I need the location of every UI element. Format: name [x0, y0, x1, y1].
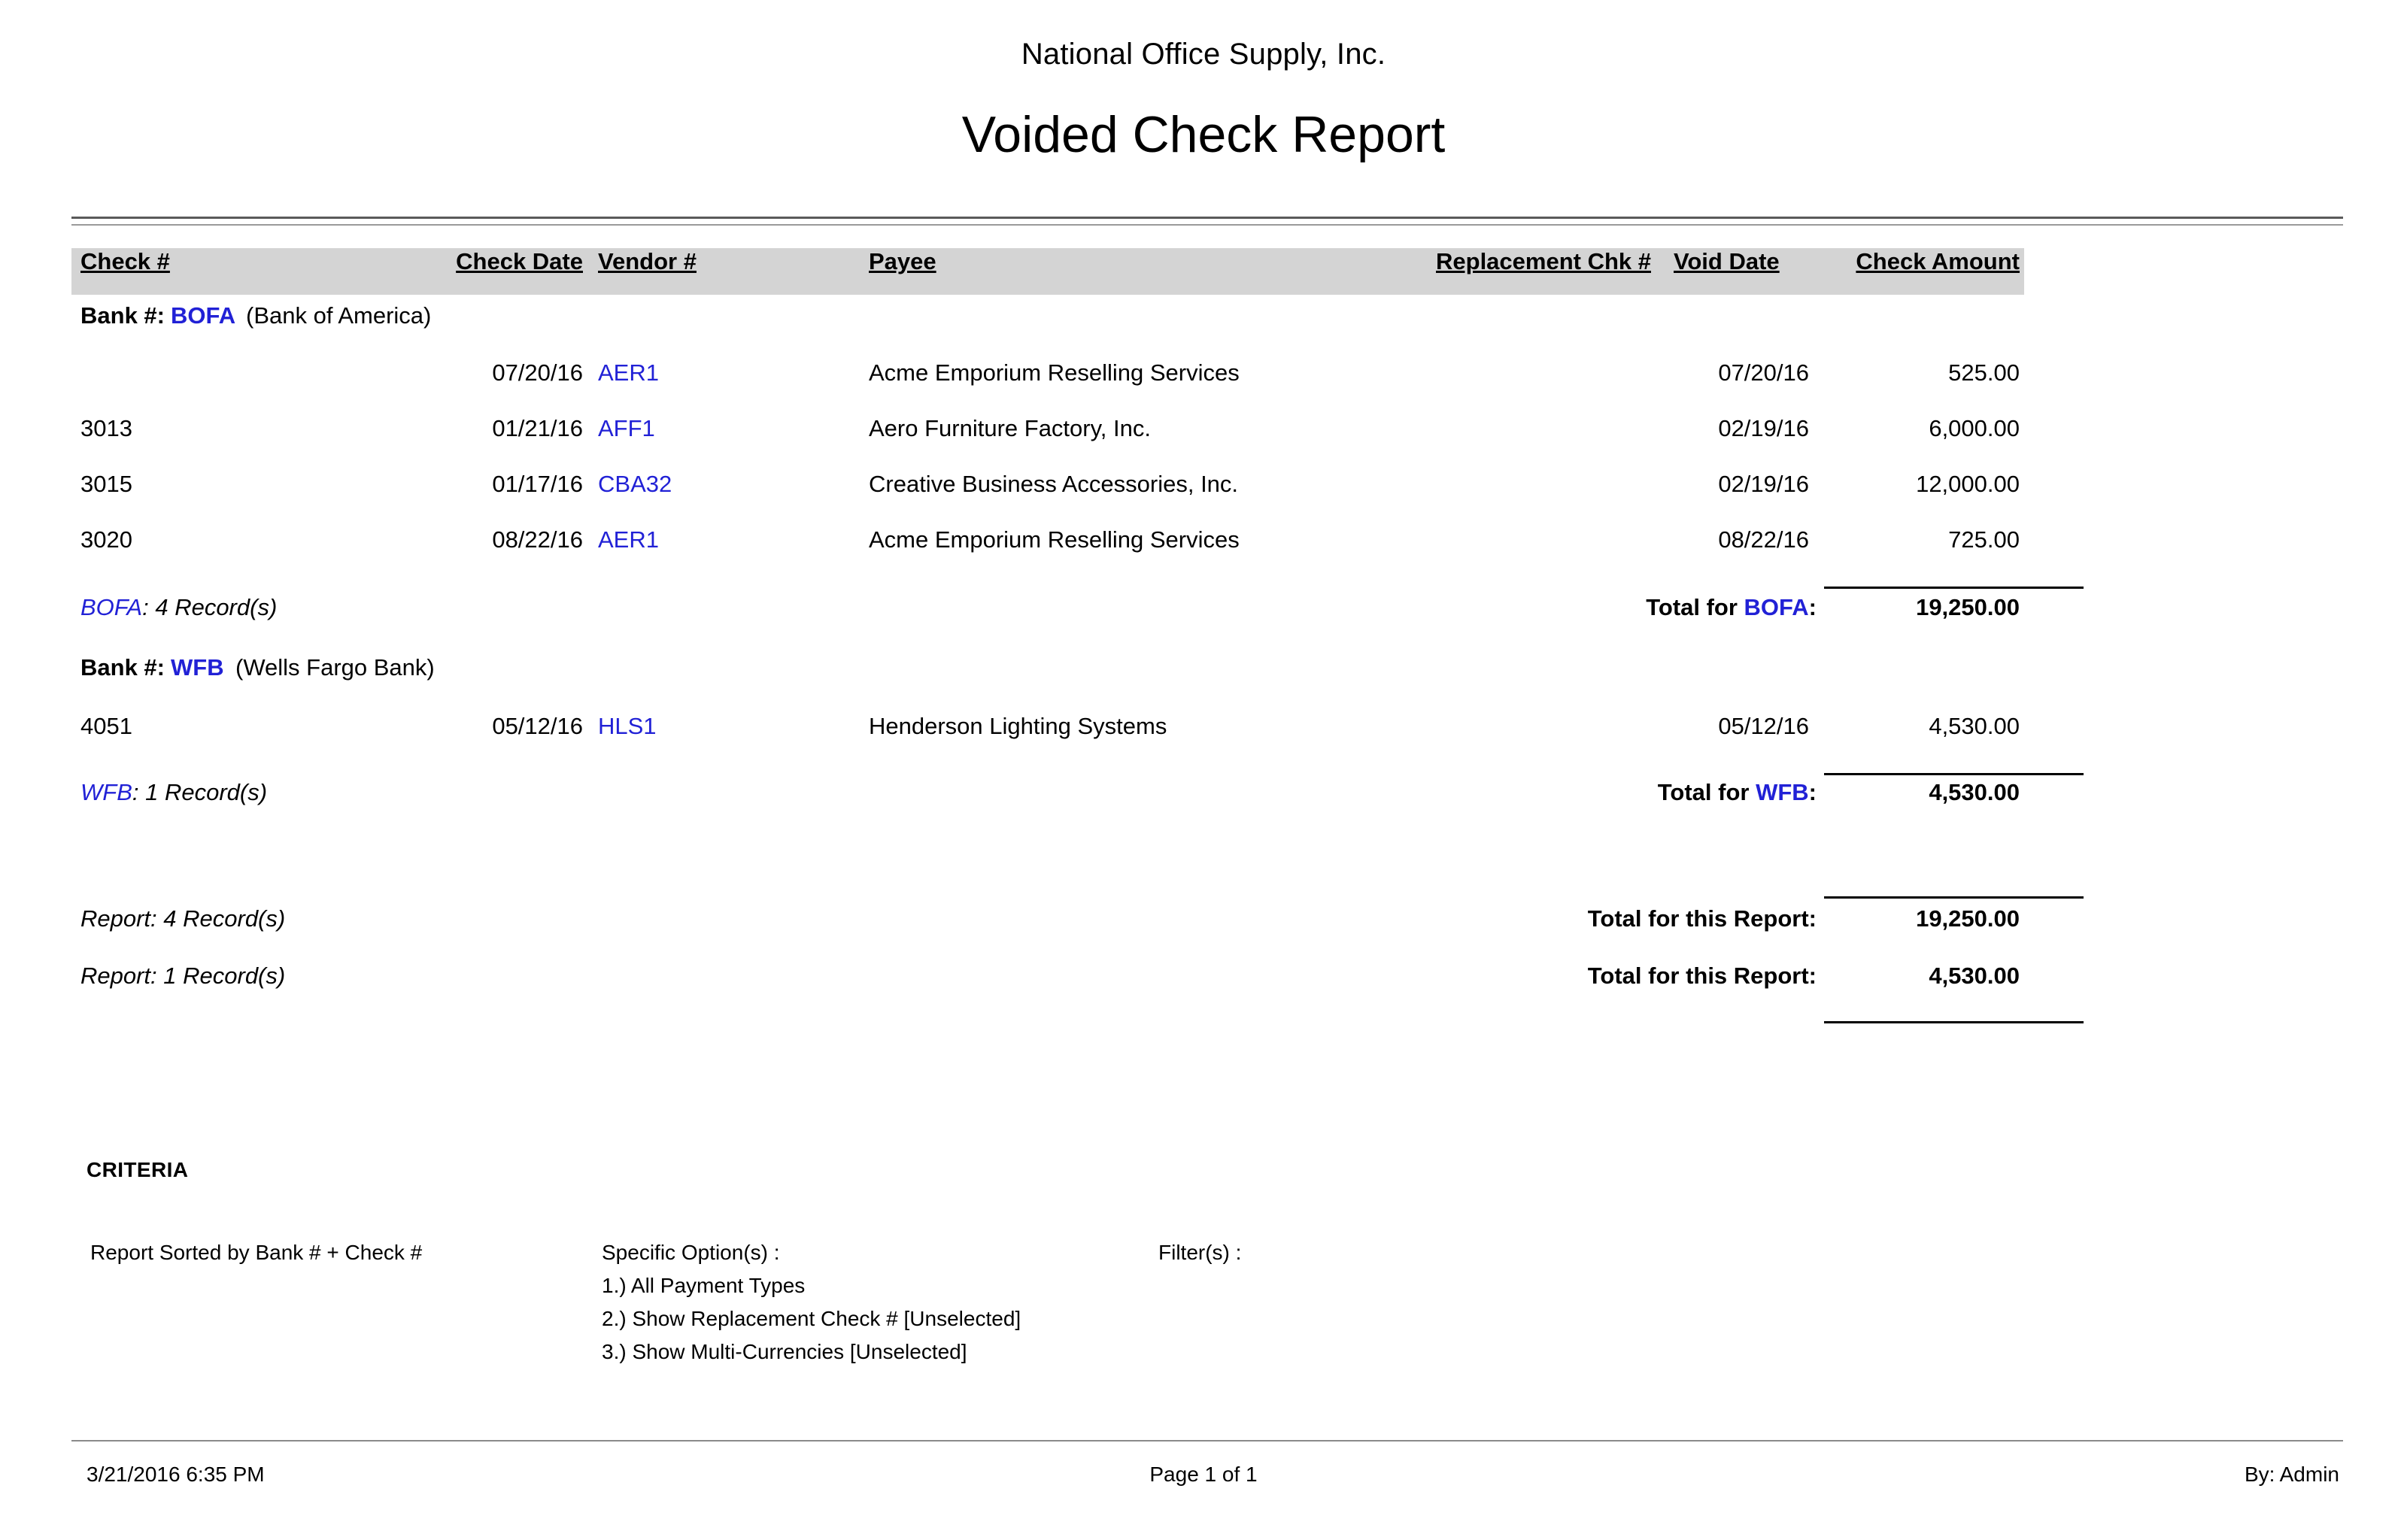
bank-total-amount: 4,530.00 [1929, 779, 2020, 805]
cell-amount: 725.00 [1948, 526, 2020, 553]
cell-amount: 4,530.00 [1929, 713, 2020, 739]
column-header-void-date: Void Date [1674, 248, 1780, 274]
criteria-specific-options [602, 1241, 1021, 1373]
cell-check: 3015 [80, 471, 132, 497]
bank-total-label: Total for WFB: [1657, 779, 1817, 805]
column-header-amount: Check Amount [1856, 248, 2020, 274]
bank-total-label: Total for BOFA: [1646, 594, 1817, 620]
cell-check-date: 01/17/16 [492, 471, 583, 497]
report-total-amount: 4,530.00 [1929, 962, 2020, 989]
cell-amount: 525.00 [1948, 359, 2020, 386]
cell-vendor: AFF1 [598, 415, 655, 441]
bank-code: WFB [171, 654, 224, 681]
criteria-filters-label: Filter(s) : [1158, 1241, 1242, 1264]
report-total-label: Total for this Report: [1587, 905, 1817, 932]
cell-check-date: 08/22/16 [492, 526, 583, 553]
table-row [71, 713, 2343, 770]
criteria-option-2: 2.) Show Replacement Check # [Unselected] [602, 1307, 1021, 1330]
cell-check-date: 07/20/16 [492, 359, 583, 386]
cell-amount: 6,000.00 [1929, 415, 2020, 441]
cell-vendor: CBA32 [598, 471, 672, 497]
column-header-check: Check # [80, 248, 170, 274]
bank-subtotal-row [71, 594, 2343, 651]
report-total-rule [1824, 896, 2084, 899]
bank-name: (Bank of America) [246, 302, 432, 329]
cell-void-date: 02/19/16 [1718, 471, 1809, 497]
criteria-heading: CRITERIA [87, 1158, 189, 1181]
cell-check: 4051 [80, 713, 132, 739]
cell-vendor: AER1 [598, 526, 659, 553]
footer-timestamp: 3/21/2016 6:35 PM [87, 1463, 265, 1486]
bank-record-count: BOFA: 4 Record(s) [80, 594, 278, 620]
bank-record-count: WFB: 1 Record(s) [80, 779, 268, 805]
criteria-option-1: 1.) All Payment Types [602, 1274, 806, 1297]
bank-code: BOFA [171, 302, 236, 329]
cell-vendor: HLS1 [598, 713, 657, 739]
cell-check-date: 01/21/16 [492, 415, 583, 441]
table-row [71, 359, 2343, 417]
criteria-sort: Report Sorted by Bank # + Check # [90, 1241, 423, 1264]
bank-group-header [71, 302, 2343, 359]
report-total-row [71, 905, 2343, 962]
criteria-option-3: 3.) Show Multi-Currencies [Unselected] [602, 1340, 967, 1363]
cell-vendor: AER1 [598, 359, 659, 386]
bank-total-amount: 19,250.00 [1916, 594, 2020, 620]
footer-user: By: Admin [2244, 1463, 2339, 1486]
header-divider-secondary [71, 224, 2343, 226]
footer-divider [71, 1440, 2343, 1441]
bank-name: (Wells Fargo Bank) [235, 654, 435, 681]
criteria-specific-options-label: Specific Option(s) : [602, 1241, 780, 1264]
cell-void-date: 07/20/16 [1718, 359, 1809, 386]
cell-check: 3013 [80, 415, 132, 441]
footer-page-number: Page 1 of 1 [1149, 1463, 1258, 1486]
report-total-row [71, 962, 2343, 1020]
column-header-replacement: Replacement Chk # [1436, 248, 1651, 274]
bank-label: Bank #: [80, 302, 165, 329]
header-divider [71, 217, 2343, 219]
column-header-vendor: Vendor # [598, 248, 697, 274]
cell-payee: Acme Emporium Reselling Services [869, 359, 1240, 386]
page-title: Voided Check Report [961, 106, 1446, 163]
cell-payee: Creative Business Accessories, Inc. [869, 471, 1239, 497]
subtotal-rule [1824, 587, 2084, 589]
bank-group-header [71, 654, 2343, 711]
cell-void-date: 05/12/16 [1718, 713, 1809, 739]
report-record-count: Report: 1 Record(s) [80, 962, 286, 989]
cell-amount: 12,000.00 [1916, 471, 2020, 497]
table-row [71, 415, 2343, 472]
table-row [71, 471, 2343, 528]
subtotal-rule [1824, 773, 2084, 775]
cell-payee: Henderson Lighting Systems [869, 713, 1167, 739]
table-row [71, 526, 2343, 584]
report-record-count: Report: 4 Record(s) [80, 905, 286, 932]
bank-subtotal-row [71, 779, 2343, 836]
report-total-amount: 19,250.00 [1916, 905, 2020, 932]
cell-payee: Aero Furniture Factory, Inc. [869, 415, 1151, 441]
cell-check: 3020 [80, 526, 132, 553]
report-total-label: Total for this Report: [1587, 962, 1817, 989]
column-header-payee: Payee [869, 248, 936, 274]
company-name: National Office Supply, Inc. [1021, 38, 1386, 71]
column-header-check-date: Check Date [456, 248, 583, 274]
cell-payee: Acme Emporium Reselling Services [869, 526, 1240, 553]
cell-void-date: 08/22/16 [1718, 526, 1809, 553]
cell-void-date: 02/19/16 [1718, 415, 1809, 441]
table-header-row [71, 248, 2343, 305]
cell-check-date: 05/12/16 [492, 713, 583, 739]
report-total-bottom-rule [1824, 1021, 2084, 1023]
bank-label: Bank #: [80, 654, 165, 681]
